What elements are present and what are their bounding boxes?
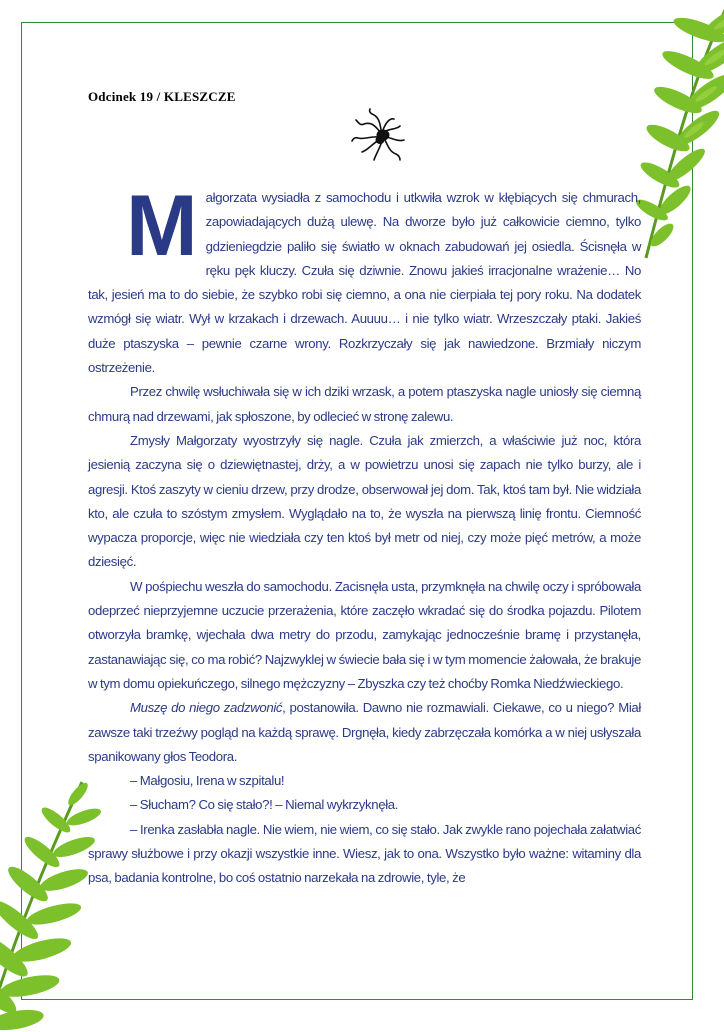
paragraph-3: Zmysły Małgorzaty wyostrzyły się nagle. Czuła jak zmierzch, a właściwie już noc, która jesienią zaczyna się o dziewiętnastej, drży, a w powietrzu unosi się zapach nie tylko burzy, ale i agresji. Ktoś zaszyty w cieniu drzew, przy drodze, obserwował jej dom. Tak, ktoś tam był. Nie widziała kto, ale czuła to szóstym zmysłem. Wyglądało na to, że wyszła na pierwszą linię frontu. Ciemność wypacza proporcje, więc nie wiedziała czy ten ktoś był metr od niej, czy może pięć metrów, a może dziesięć. <box>88 432 641 570</box>
paragraph-5 <box>88 696 641 769</box>
episode-title: Odcinek 19 / KLESZCZE <box>88 89 236 104</box>
paragraph-5-text: , postanowiła. Dawno nie rozmawiali. Ciekawe, co u niego? Miał zawsze taki trzeźwy pogląd na każdą sprawę. Drgnęła, kiedy zabrzęczała komórka a w niej usłyszała spanikowany głos Teodora. <box>88 700 641 764</box>
dialogue-line-2: – Słucham? Co się stało?! – Niemal wykrzyknęła. <box>130 797 399 813</box>
spider-icon <box>350 108 408 164</box>
italic-thought: Muszę do niego zadzwonić <box>130 700 283 716</box>
paragraph-1 <box>88 178 641 380</box>
paragraph-4: W pośpiechu weszła do samochodu. Zacisnęła usta, przymknęła na chwilę oczy i spróbowała odeprzeć nieprzyjemne uczucie przerażenia, które zaczęło wkradać się do środka pojazdu. Pilotem otworzyła bramkę, wjechała dwa metry do przodu, zamykając jednocześnie bramę i przystanęła, zastanawiając się, co ma robić? Najzwyklej w świecie bała się i w tym momencie żałowała, że brakuje w tym domu opiekuńczego, silnego mężczyzny – Zbyszka czy też choćby Romka Niedźwieckiego. <box>88 578 641 691</box>
dialogue-line-3: – Irenka zasłabła nagle. Nie wiem, nie wiem, co się stało. Jak zwykle rano pojechała załatwiać sprawy służbowe i przy okazji wszystkie inne. Wiesz, jak to ona. Wszystko było ważne: witaminy dla psa, badania kontrolne, bo coś ostatnio narzekała na zdrowie, tyle, że <box>88 821 641 886</box>
paragraph-1-text: ałgorzata wysiadła z samochodu i utkwiła wzrok w kłębiących się chmurach, zapowiadających dużą ulewę. Na dworze było już całkowicie ciemno, tylko gdzieniegdzie paliło się światło w oknach zabudowań jej osiedla. Ścisnęła w ręku pęk kluczy. Czuła się dziwnie. Znowu jakieś irracjonalne wrażenie… No tak, jesień ma to do siebie, że szybko robi się ciemno, a ona nie cierpiała tej pory roku. Na dodatek wzmógł się wiatr. Wył w krzakach i drzewach. Auuuu… i nie tylko wiatr. Wrzeszczały ptaki. Jakieś duże ptaszyska – pewnie czarne wrony. Rozkrzyczały się jak nawiedzone. Brzmiały niczym ostrzeżenie. <box>88 190 641 376</box>
dialogue-line-1: – Małgosiu, Irena w szpitalu! <box>130 773 285 789</box>
drop-cap-letter: M <box>126 178 198 274</box>
paragraph-2: Przez chwilę wsłuchiwała się w ich dziki wrzask, a potem ptaszyska nagle uniosły się ciemną chmurą nad drzewami, jak spłoszone, by odlecieć w stronę zalewu. <box>88 384 641 424</box>
article-body <box>88 178 641 891</box>
